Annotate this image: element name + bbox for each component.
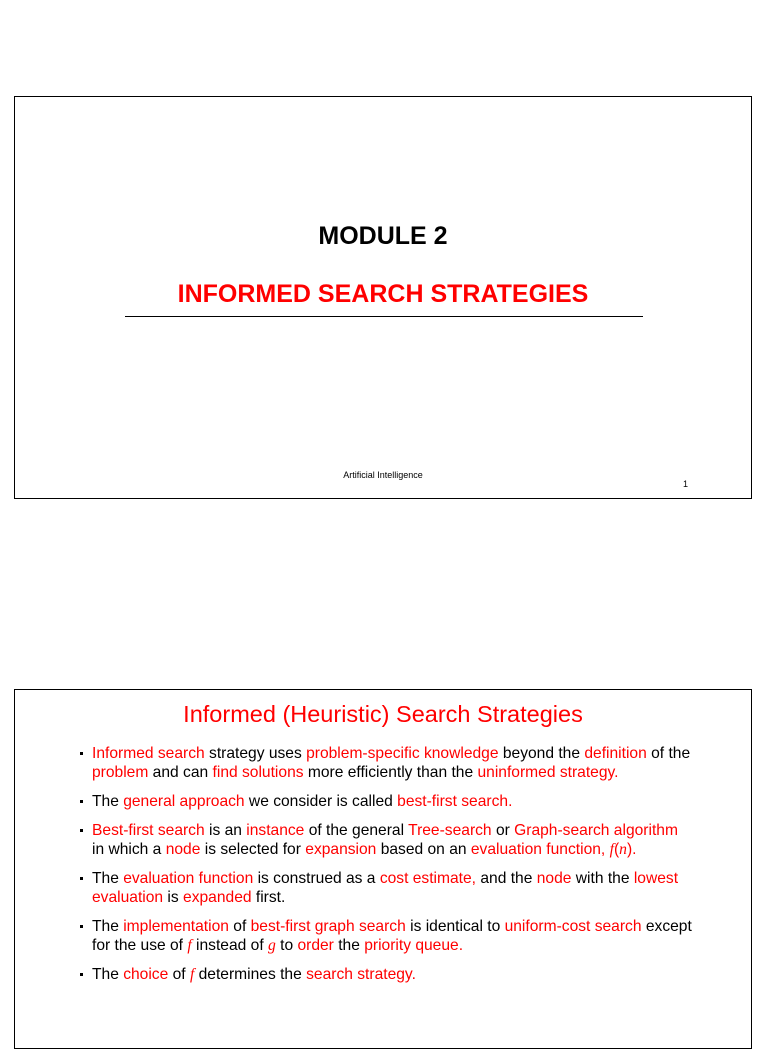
bullet-item (79, 965, 693, 984)
bullet-text-run: search strategy. (306, 966, 416, 983)
bullet-text-run: ). (626, 841, 637, 858)
bullet-text-run: choice (123, 966, 169, 983)
slide-title: Informed (Heuristic) Search Strategies (183, 701, 583, 727)
bullet-text-run: best-first search. (397, 793, 513, 810)
bullet-text-run: with the (571, 870, 634, 887)
bullet-text-run: beyond the (498, 745, 585, 762)
bullet-text-run: The (92, 870, 124, 887)
slide-footer: Artificial Intelligence (343, 470, 423, 480)
bullet-text-run: Tree-search (408, 822, 492, 839)
bullet-text-run: is identical to (405, 918, 505, 935)
bullet-text-run: the (333, 937, 365, 954)
bullet-text-run: or (491, 822, 515, 839)
bullet-text-run: in which a (92, 841, 166, 858)
bullet-text-run: we consider is called (244, 793, 398, 810)
bullet-item (79, 869, 693, 907)
bullet-list (79, 744, 693, 994)
bullet-text-run: f (189, 966, 195, 983)
bullet-item (79, 821, 693, 859)
bullet-text-run: order (297, 937, 334, 954)
bullet-text-run: The (92, 966, 124, 983)
bullet-text-run: problem-specific knowledge (306, 745, 499, 762)
bullet-text-run: priority queue. (364, 937, 464, 954)
bullet-text-run: instance (246, 822, 305, 839)
bullet-text-run: general approach (123, 793, 245, 810)
bullet-text-run: is an (204, 822, 247, 839)
bullet-text-run: evaluation function, (470, 841, 610, 858)
bullet-text-run: to (275, 937, 298, 954)
bullet-text-run: Best-first search (92, 822, 205, 839)
bullet-text-run: expanded (183, 889, 252, 906)
slide-number: 1 (682, 479, 688, 489)
bullet-text-run: n (619, 841, 627, 858)
bullet-item (79, 917, 693, 955)
bullet-text-run: node (536, 870, 572, 887)
module-subtitle: INFORMED SEARCH STRATEGIES (177, 280, 589, 308)
bullet-item (79, 792, 693, 811)
bullet-text-run: evaluation function (123, 870, 254, 887)
bullet-text-run: and the (476, 870, 537, 887)
bullet-text-run: except for the use of (92, 918, 692, 954)
bullet-text-run: find solutions (212, 764, 304, 781)
bullet-text-run: definition (584, 745, 647, 762)
slide-2 (14, 689, 752, 1049)
bullet-text-run: lowest evaluation (92, 870, 679, 906)
bullet-text-run: The (92, 793, 124, 810)
bullet-text-run: f (609, 841, 614, 858)
bullet-text-run: is construed as a (253, 870, 380, 887)
module-title: MODULE 2 (318, 222, 448, 250)
bullet-text-run: first. (251, 889, 286, 906)
bullet-text-run: f (187, 937, 192, 954)
bullet-text-run: of the general (304, 822, 409, 839)
bullet-text-run: problem (92, 764, 149, 781)
slide-1 (14, 96, 752, 499)
bullet-text-run: uniform-cost search (504, 918, 642, 935)
bullet-text-run: strategy uses (204, 745, 307, 762)
bullet-text-run: based on an (376, 841, 471, 858)
bullet-text-run: cost estimate, (379, 870, 477, 887)
bullet-text-run: expansion (305, 841, 377, 858)
bullet-text-run: determines the (194, 966, 307, 983)
bullet-text-run: is selected for (200, 841, 306, 858)
bullet-item (79, 744, 693, 782)
bullet-text-run: of the (646, 745, 691, 762)
bullet-text-run: The (92, 918, 124, 935)
title-underline (125, 316, 643, 317)
bullet-text-run: best-first graph search (250, 918, 406, 935)
bullet-text-run: uninformed strategy. (477, 764, 619, 781)
bullet-text-run: ( (613, 841, 620, 858)
bullet-text-run: more efficiently than the (303, 764, 478, 781)
bullet-text-run: g (268, 937, 276, 954)
bullet-text-run: is (163, 889, 184, 906)
bullet-text-run: node (165, 841, 201, 858)
bullet-text-run: and can (148, 764, 213, 781)
bullet-text-run: of (168, 966, 190, 983)
bullet-text-run: instead of (191, 937, 268, 954)
bullet-text-run: Informed search (92, 745, 205, 762)
bullet-text-run: of (228, 918, 251, 935)
bullet-text-run: Graph-search algorithm (514, 822, 678, 839)
bullet-text-run: implementation (123, 918, 229, 935)
